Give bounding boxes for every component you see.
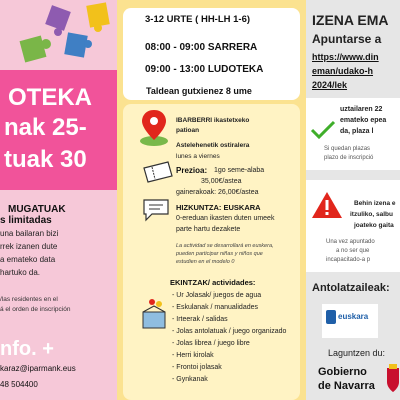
note-line-2: á el orden de inscripción — [0, 306, 71, 313]
registration-link-1[interactable]: https://www.din — [312, 52, 379, 62]
gov-line-1: Gobierno — [318, 366, 367, 378]
registration-link-3[interactable]: 2024/lek — [312, 80, 348, 90]
refund-es-2: a no ser que — [336, 248, 370, 254]
register-subtitle: Apuntarse a — [312, 32, 382, 46]
euskara-logo: euskara — [322, 304, 378, 338]
warning-icon — [310, 190, 344, 220]
activities-label: EKINTZAK/ actividades: — [170, 278, 256, 287]
activity-item: - Ur Jolasak/ juegos de agua — [172, 292, 262, 299]
place-line-1: IBARBERRI ikastetxeko — [176, 117, 250, 124]
contact-phone[interactable]: 48 504400 — [0, 380, 38, 389]
activity-item: - Eskulanak / manualidades — [172, 304, 258, 311]
body-line-3: a emateko data — [0, 255, 56, 264]
navarra-shield-icon — [386, 364, 400, 394]
body-line-4: hartuko da. — [0, 268, 41, 277]
limited-title-es: s limitadas — [0, 215, 52, 226]
days-line-2: lunes a viernes — [176, 153, 220, 160]
puzzle-pieces-icon — [0, 0, 117, 70]
title-line-2: nak 25- — [4, 114, 87, 141]
check-icon — [310, 120, 336, 140]
registration-link-2[interactable]: eman/udako-h — [312, 66, 374, 76]
language-line-1: 0-ereduan ikasten duten umeek — [176, 215, 275, 222]
activity-box-icon — [140, 296, 170, 332]
organizers-label: Antolatzaileak: — [312, 282, 390, 294]
deadline-es-1: Si quedan plazas — [324, 146, 371, 152]
body-line-2: rrek izanen dute — [0, 242, 58, 251]
price-line-1: 1go seme-alaba — [214, 167, 265, 174]
support-label: Laguntzen du: — [328, 348, 386, 358]
schedule-ludoteka: 09:00 - 13:00 LUDOTEKA — [145, 64, 264, 75]
price-label: Prezioa: — [176, 166, 208, 175]
age-range: 3-12 URTE ( HH-LH 1-6) — [145, 14, 251, 25]
activity-item: - Jolas antolatuak / juego organizado — [172, 328, 287, 335]
group-size: Taldean gutxienez 8 ume — [146, 86, 252, 96]
language-line-2: parte hartu dezakete — [176, 226, 241, 233]
title-line-3: tuak 30 — [4, 146, 87, 173]
deadline-line-2: emateko epea — [340, 117, 387, 124]
activity-item: - Frontoi jolasak — [172, 364, 222, 371]
info-title: nfo. + — [0, 338, 54, 360]
language-es-3: estudien en el modelo 0 — [176, 259, 235, 265]
deadline-line-3: da, plaza l — [340, 128, 374, 135]
schedule-entry: 08:00 - 09:00 SARRERA — [145, 42, 258, 53]
deadline-line-1: uztailaren 22 — [340, 106, 383, 113]
speech-bubble-icon — [140, 196, 172, 224]
days-line-1: Astelehenetik ostiralera — [176, 142, 250, 149]
activity-item: - Jolas librea / juego libre — [172, 340, 250, 347]
deadline-es-2: plazo de inscripció — [324, 155, 374, 161]
map-pin-icon — [136, 108, 172, 148]
register-title: IZENA EMA — [312, 12, 389, 28]
price-line-2: 35,00€/astea — [201, 178, 242, 185]
price-line-3: gainerakoak: 26,00€/astea — [176, 189, 259, 196]
refund-line-2: itzuliko, salbu — [350, 211, 393, 218]
activity-item: - Irteerak / salidas — [172, 316, 228, 323]
refund-line-1: Behin izena e — [354, 200, 396, 207]
note-line-1: /las residentes en el — [0, 296, 58, 303]
refund-es-1: Una vez apuntado — [326, 239, 375, 245]
refund-es-3: incapacitado-a p — [326, 257, 371, 263]
ticket-icon — [140, 160, 174, 186]
place-line-2: patioan — [176, 127, 200, 134]
left-column — [0, 0, 117, 400]
language-label: HIZKUNTZA: EUSKARA — [176, 203, 261, 212]
right-column — [306, 0, 400, 400]
contact-email[interactable]: karaz@iparmank.eus — [0, 364, 76, 373]
activity-item: - Herri kirolak — [172, 352, 214, 359]
body-line-1: una bailaran bizi — [0, 229, 59, 238]
refund-line-3: joateko gaita — [354, 222, 394, 229]
title-line-1: OTEKA — [8, 84, 92, 111]
language-es-1: La actividad se desarrollará en euskera, — [176, 243, 274, 249]
limited-title: MUGATUAK — [8, 204, 66, 215]
language-es-2: pueden participar niñas y niños que — [176, 251, 263, 257]
activity-item: - Gynkanak — [172, 376, 208, 383]
gov-line-2: de Navarra — [318, 380, 375, 392]
